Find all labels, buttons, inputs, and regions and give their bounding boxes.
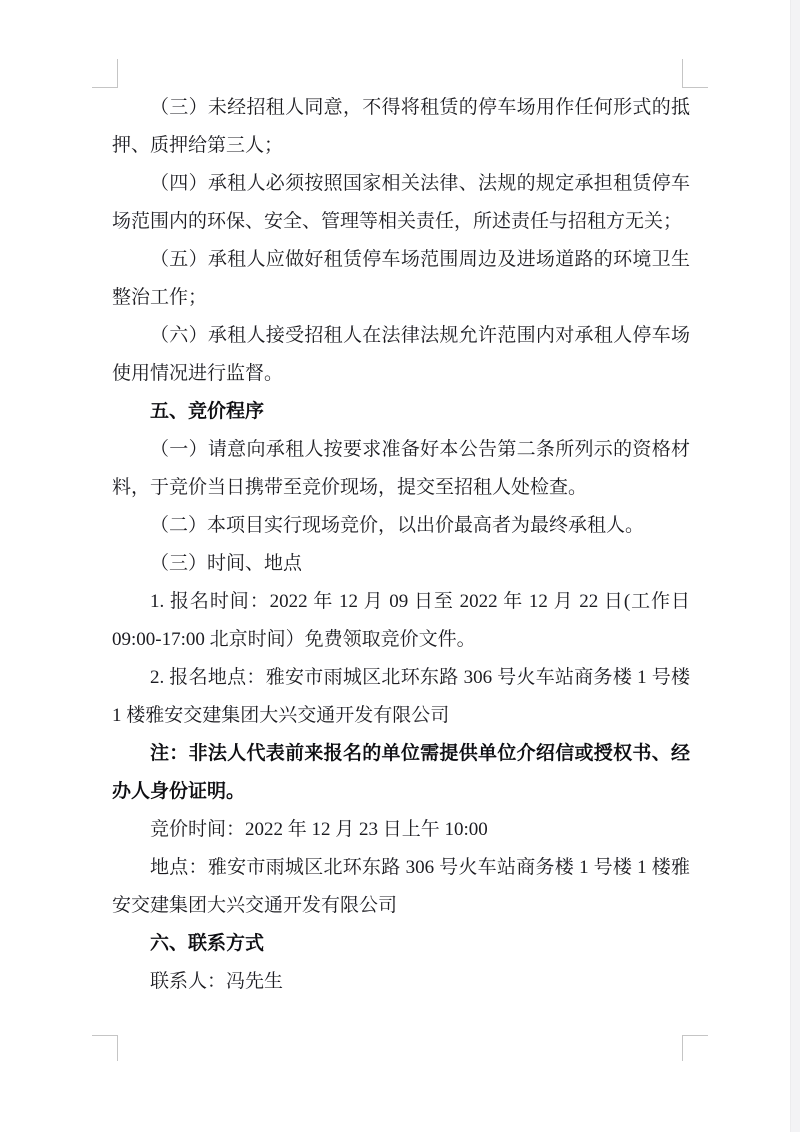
- text-line: 整治工作；: [112, 287, 208, 308]
- text-line: （三）时间、地点: [150, 553, 303, 574]
- document-body: [112, 89, 690, 1001]
- text-line: 安交建集团大兴交通开发有限公司: [112, 895, 398, 916]
- text-line: （六）承租人接受招租人在法律法规允许范围内对承租人停车场: [150, 325, 690, 346]
- crop-mark-bottom-right-icon: [682, 1035, 708, 1061]
- crop-mark-bottom-left-icon: [92, 1035, 118, 1061]
- text-line: 五、竞价程序: [150, 401, 265, 422]
- viewer-background-edge: [790, 0, 800, 1132]
- text-line: 办人身份证明。: [112, 781, 246, 802]
- text-line: 押、质押给第三人；: [112, 135, 284, 156]
- text-line: 场范围内的环保、安全、管理等相关责任，所述责任与招租方无关；: [112, 211, 683, 232]
- text-line: （四）承租人必须按照国家相关法律、法规的规定承担租赁停车: [150, 173, 690, 194]
- text-line: 竞价时间：2022 年 12 月 23 日上午 10:00: [150, 819, 488, 840]
- text-line: 09:00-17:00 北京时间）免费领取竞价文件。: [112, 629, 476, 650]
- text-line: （二）本项目实行现场竞价，以出价最高者为最终承租人。: [150, 515, 645, 536]
- text-line: 料，于竞价当日携带至竞价现场，提交至招租人处检查。: [112, 477, 588, 498]
- text-line: （三）未经招租人同意，不得将租赁的停车场用作任何形式的抵: [150, 97, 690, 118]
- text-line: 2. 报名地点：雅安市雨城区北环东路 306 号火车站商务楼 1 号楼: [150, 667, 690, 688]
- text-line: 1 楼雅安交建集团大兴交通开发有限公司: [112, 705, 450, 726]
- crop-mark-top-right-icon: [682, 59, 708, 88]
- text-line: 联系人：冯先生: [150, 971, 284, 992]
- text-line: 使用情况进行监督。: [112, 363, 284, 384]
- text-line: 注：非法人代表前来报名的单位需提供单位介绍信或授权书、经: [150, 743, 690, 764]
- text-line: （一）请意向承租人按要求准备好本公告第二条所列示的资格材: [150, 439, 690, 460]
- text-line: （五）承租人应做好租赁停车场范围周边及进场道路的环境卫生: [150, 249, 690, 270]
- text-line: 1. 报名时间：2022 年 12 月 09 日至 2022 年 12 月 22 日(工作日: [150, 591, 690, 612]
- crop-mark-top-left-icon: [92, 59, 118, 88]
- text-line: 地点：雅安市雨城区北环东路 306 号火车站商务楼 1 号楼 1 楼雅: [150, 857, 690, 878]
- text-line: 六、联系方式: [150, 933, 265, 954]
